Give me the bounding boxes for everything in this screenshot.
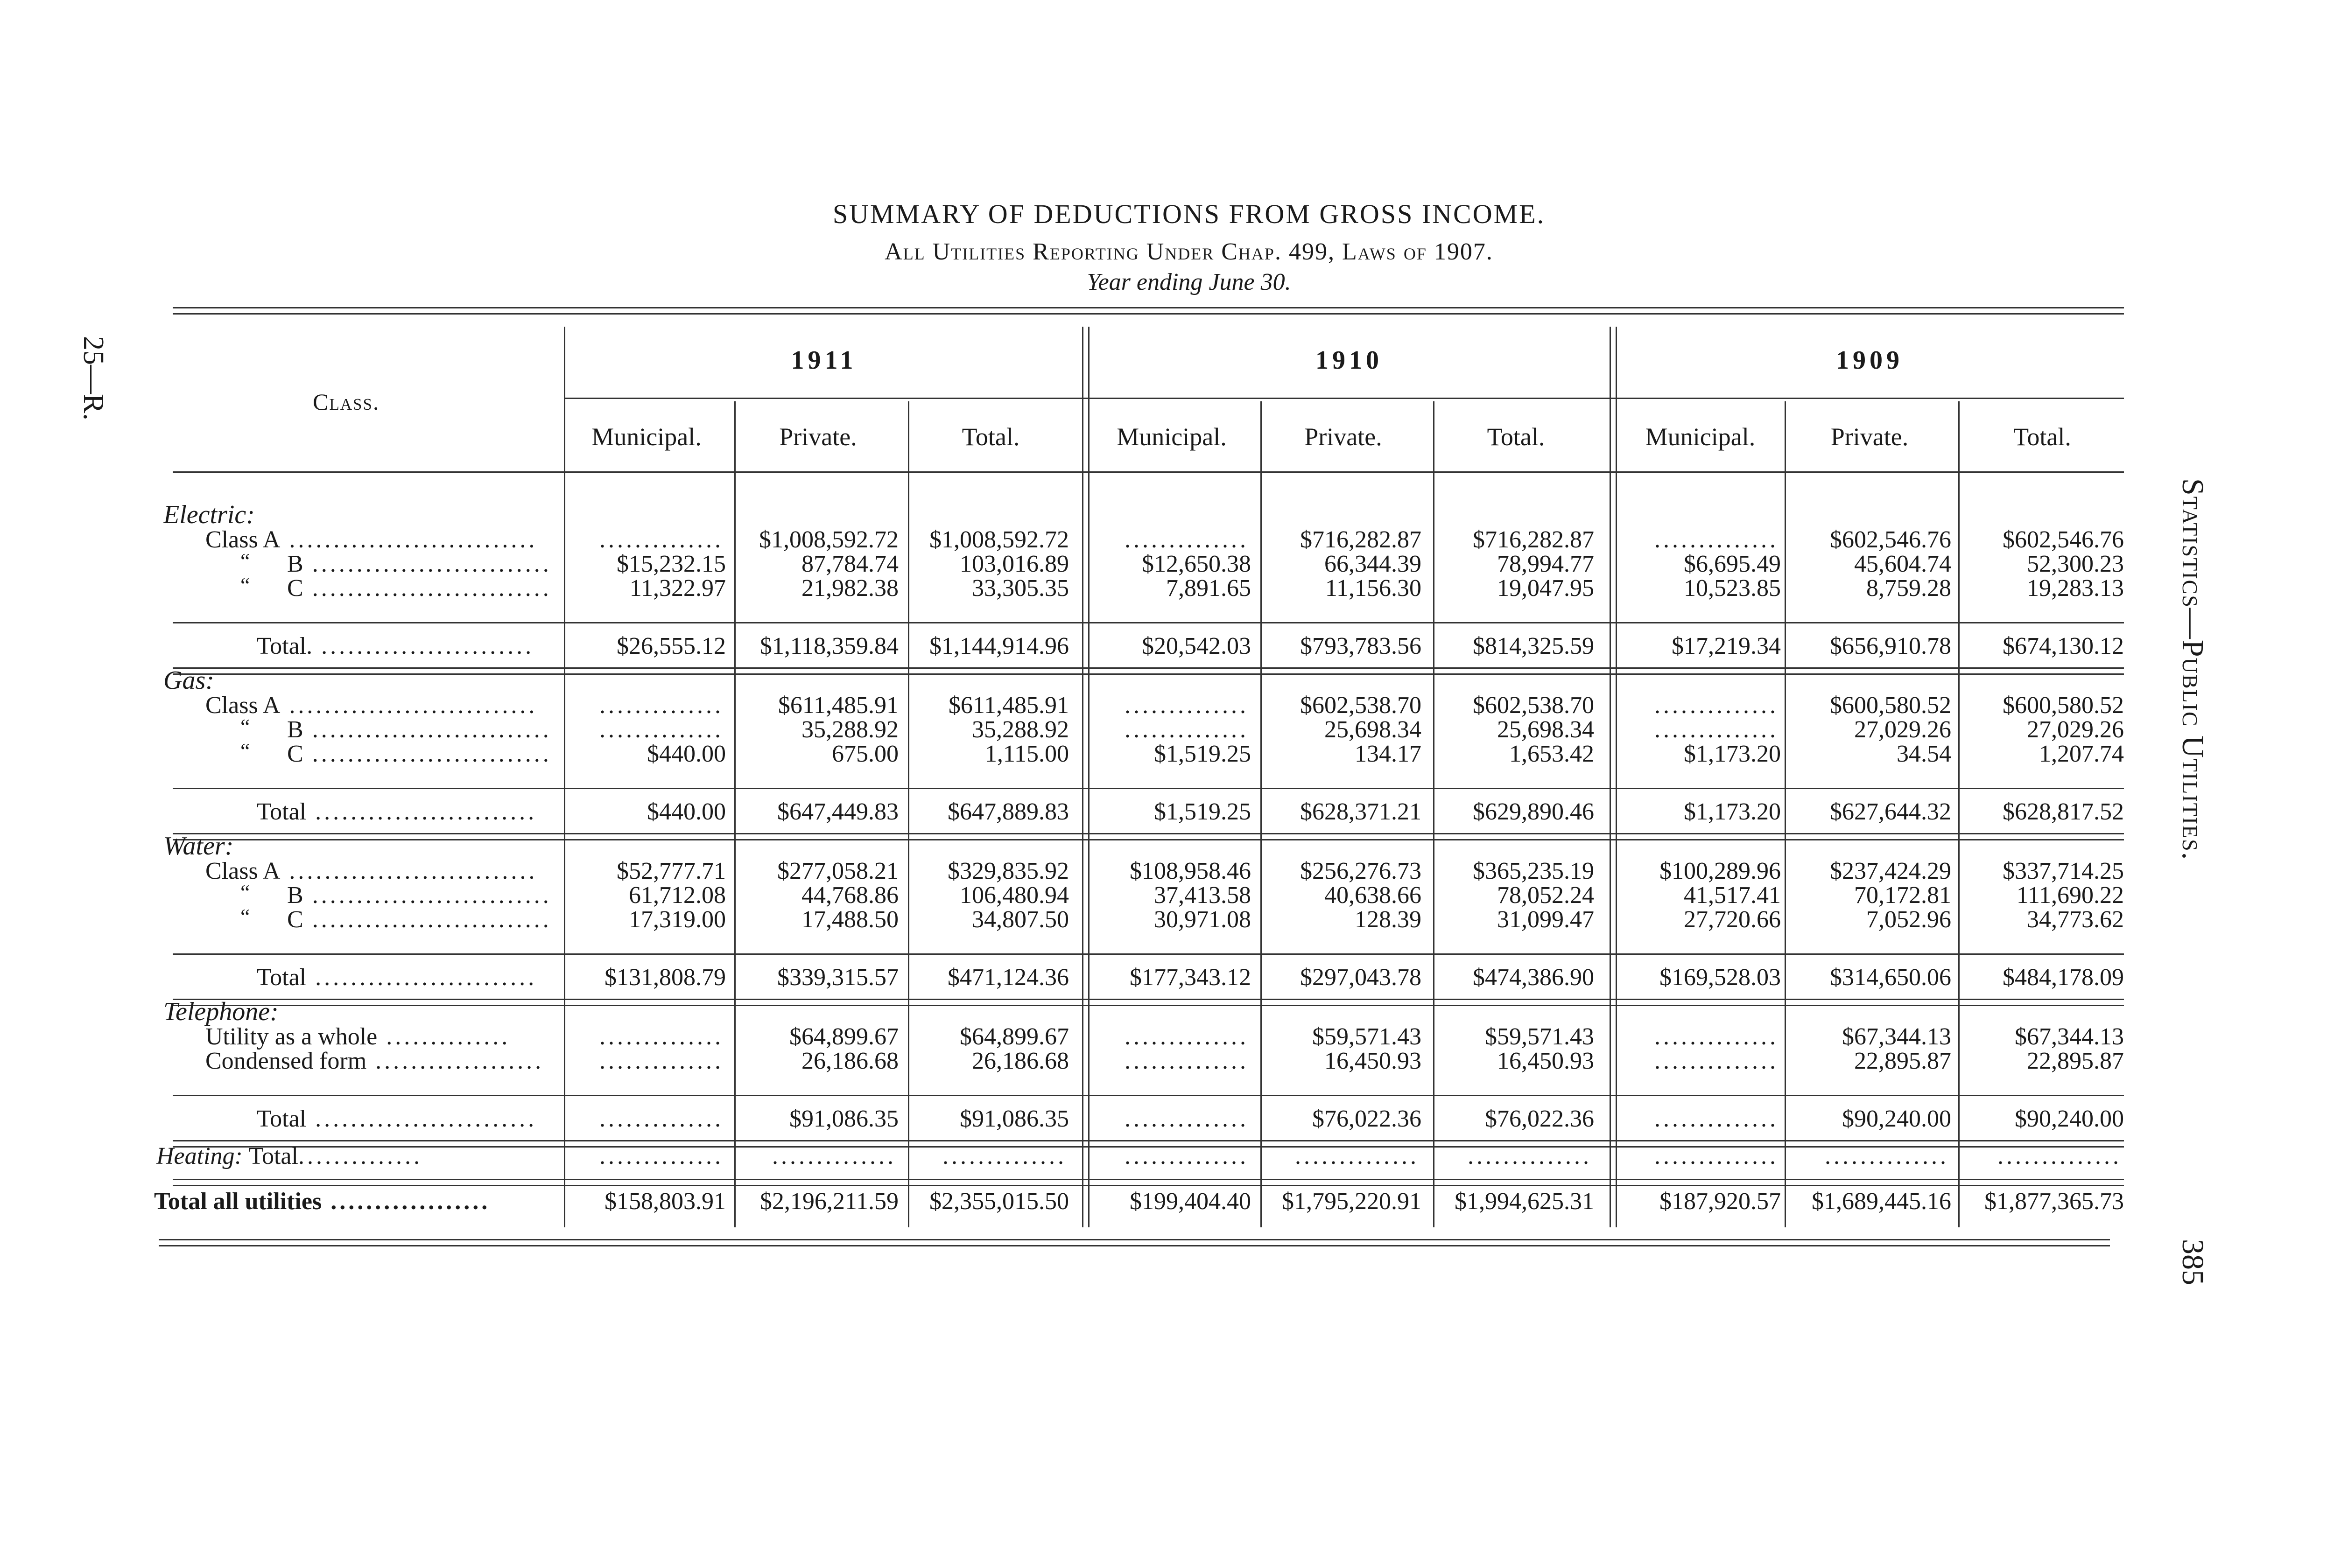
- empty-cell-leader: ..............: [1654, 1048, 1779, 1074]
- data-row-value: $716,282.87: [1473, 526, 1594, 553]
- row-label-text: Class A: [205, 526, 281, 553]
- data-row-value: $1,008,592.72: [929, 526, 1069, 553]
- leader-dots: ............................: [280, 692, 538, 719]
- data-row-value: $611,485.91: [948, 692, 1069, 719]
- column-divider: [1785, 401, 1786, 1227]
- total-row-value: $1,118,359.84: [759, 633, 899, 659]
- data-row-value: $329,835.92: [948, 858, 1069, 884]
- data-row-value: $12,650.38: [1142, 551, 1251, 577]
- data-row-value: $256,276.73: [1300, 858, 1421, 884]
- empty-cell-leader: ..............: [599, 1048, 724, 1074]
- leader-dots: ...........................: [303, 716, 552, 743]
- empty-cell-leader: ..............: [1125, 526, 1249, 553]
- leader-dots: ...........................: [303, 906, 552, 933]
- data-row-value: 30,971.08: [1154, 906, 1251, 933]
- data-row-value: 27,029.26: [2027, 716, 2124, 743]
- row-label: [205, 1047, 544, 1075]
- data-row-value: 34,773.62: [2027, 906, 2124, 933]
- data-row-value: 11,156.30: [1325, 575, 1421, 602]
- data-row-value: 1,115.00: [984, 741, 1069, 767]
- total-row-value: $20,542.03: [1142, 633, 1251, 659]
- data-row-value: 134.17: [1355, 741, 1421, 767]
- data-row-value: $1,008,592.72: [759, 526, 899, 553]
- year-divider-1909: [1610, 327, 1617, 1227]
- data-row-value: 128.39: [1355, 906, 1421, 933]
- year-rule: [565, 398, 2124, 399]
- column-header-total: Total.: [962, 423, 1020, 451]
- table-subtitle: All Utilities Reporting Under Chap. 499, Laws of 1907.: [885, 238, 1493, 265]
- empty-cell-leader: ..............: [1654, 526, 1779, 553]
- data-row-value: 22,895.87: [1854, 1048, 1951, 1074]
- data-row-value: 26,186.68: [801, 1048, 899, 1074]
- total-label-text: Total.: [257, 633, 313, 659]
- header-rule: [173, 471, 2124, 473]
- section-heading: Water:: [163, 832, 234, 861]
- section-heading: Telephone:: [163, 997, 279, 1026]
- total-label-text: Total: [257, 798, 307, 825]
- grand-total-label-text: Total all utilities: [154, 1188, 322, 1215]
- grand-total-row-value: $2,196,211.59: [759, 1188, 899, 1215]
- column-header-municipal: Municipal.: [591, 423, 702, 451]
- row-label: [287, 716, 552, 743]
- table-period: Year ending June 30.: [1087, 269, 1291, 295]
- leader-dots: .........................: [306, 1106, 537, 1132]
- page-code: 25—R.: [77, 336, 109, 420]
- data-row-value: 111,690.22: [2016, 882, 2124, 909]
- data-row-value: 33,305.35: [972, 575, 1069, 602]
- empty-cell-leader: ..............: [1125, 1023, 1249, 1050]
- data-row-value: 11,322.97: [629, 575, 726, 602]
- row-label-text: C: [287, 575, 303, 602]
- total-row-value: $90,240.00: [1842, 1106, 1951, 1132]
- data-row-value: $277,058.21: [777, 858, 899, 884]
- data-row-value: $64,899.67: [789, 1023, 899, 1050]
- data-row-value: 1,653.42: [1509, 741, 1594, 767]
- grand-total-row-value: $187,920.57: [1659, 1188, 1781, 1215]
- total-row-value: $90,240.00: [2015, 1106, 2124, 1132]
- heating-row-label: [156, 1142, 422, 1170]
- data-row-value: 26,186.68: [972, 1048, 1069, 1074]
- data-row-value: 19,047.95: [1497, 575, 1594, 602]
- data-row-value: 35,288.92: [972, 716, 1069, 743]
- data-row-value: $6,695.49: [1684, 551, 1781, 577]
- class-header: Class.: [313, 389, 380, 415]
- grand-total-row-value: $1,689,445.16: [1812, 1188, 1951, 1215]
- total-row-value: $647,889.83: [948, 798, 1069, 825]
- total-row-value: $484,178.09: [2003, 964, 2124, 991]
- row-label: [205, 526, 537, 553]
- grand-total-row-value: $158,803.91: [605, 1188, 726, 1215]
- year-header-1911: 1911: [791, 346, 857, 375]
- empty-cell-leader: ..............: [599, 526, 724, 553]
- column-header-total: Total.: [1487, 423, 1545, 451]
- row-label-text: Condensed form: [205, 1048, 367, 1074]
- data-row-value: $64,899.67: [960, 1023, 1069, 1050]
- data-row-value: 22,895.87: [2027, 1048, 2124, 1074]
- grand-total-row-value: $199,404.40: [1130, 1188, 1251, 1215]
- total-row-value: $793,783.56: [1300, 633, 1421, 659]
- row-label-text: C: [287, 906, 303, 933]
- column-divider: [734, 401, 736, 1227]
- leader-dots: ..................: [322, 1188, 491, 1215]
- total-label: [257, 798, 537, 826]
- row-rule: [173, 622, 2124, 623]
- total-row-value: $131,808.79: [605, 964, 726, 991]
- data-row-value: $52,777.71: [617, 858, 726, 884]
- leader-dots: ...........................: [303, 741, 552, 767]
- empty-cell-leader: ..............: [1654, 1106, 1779, 1132]
- empty-cell-leader: ..............: [599, 1106, 724, 1132]
- row-label: [287, 882, 552, 909]
- leader-dots: ...........................: [303, 882, 552, 909]
- total-label: [257, 1105, 537, 1133]
- ditto-mark: “: [240, 573, 250, 597]
- ditto-mark: “: [240, 880, 250, 904]
- empty-cell-leader: ..............: [942, 1143, 1067, 1169]
- bottom-rule: [159, 1239, 2110, 1246]
- leader-dots: ...........................: [303, 575, 552, 602]
- data-row-value: 45,604.74: [1854, 551, 1951, 577]
- data-row-value: $600,580.52: [1830, 692, 1951, 719]
- data-row-value: 106,480.94: [960, 882, 1069, 909]
- row-label: [205, 1023, 510, 1050]
- total-row-value: $674,130.12: [2003, 633, 2124, 659]
- data-row-value: 103,016.89: [960, 551, 1069, 577]
- data-row-value: $100,289.96: [1659, 858, 1781, 884]
- data-row-value: $602,546.76: [2003, 526, 2124, 553]
- data-row-value: $440.00: [647, 741, 726, 767]
- empty-cell-leader: ..............: [1997, 1143, 2122, 1169]
- column-header-total: Total.: [2013, 423, 2071, 451]
- section-heading: Electric:: [163, 500, 255, 529]
- running-head: Statistics—Public Utilities.: [2176, 478, 2210, 861]
- column-header-private: Private.: [779, 423, 857, 451]
- row-label-text: C: [287, 741, 303, 767]
- section-heading: Gas:: [163, 666, 214, 695]
- data-row-value: 7,891.65: [1166, 575, 1251, 602]
- empty-cell-leader: ..............: [1654, 692, 1779, 719]
- ditto-mark: “: [240, 549, 250, 573]
- data-row-value: $1,173.20: [1684, 741, 1781, 767]
- data-row-value: 35,288.92: [801, 716, 899, 743]
- grand-total-row-value: $1,994,625.31: [1455, 1188, 1594, 1215]
- leader-dots: ...................: [366, 1048, 544, 1074]
- leader-dots: ............................: [280, 858, 538, 884]
- data-row-value: 44,768.86: [801, 882, 899, 909]
- grand-total-row-value: $1,877,365.73: [1984, 1188, 2124, 1215]
- row-label: [287, 574, 552, 602]
- grand-total-label: [154, 1188, 490, 1215]
- label-column-divider: [564, 327, 565, 1227]
- data-row-value: 7,052.96: [1866, 906, 1951, 933]
- row-label-text: Utility as a whole: [205, 1023, 378, 1050]
- row-rule: [173, 953, 2124, 955]
- column-divider: [1433, 401, 1434, 1227]
- leader-dots: ..............: [298, 1143, 422, 1169]
- data-row-value: 17,488.50: [801, 906, 899, 933]
- data-row-value: 10,523.85: [1684, 575, 1781, 602]
- data-row-value: $108,958.46: [1130, 858, 1251, 884]
- empty-cell-leader: ..............: [1468, 1143, 1592, 1169]
- page-number: 385: [2176, 1239, 2210, 1285]
- data-row-value: $602,538.70: [1300, 692, 1421, 719]
- data-row-value: 78,994.77: [1497, 551, 1594, 577]
- total-row-value: $629,890.46: [1473, 798, 1594, 825]
- year-divider-1910: [1082, 327, 1090, 1227]
- row-label: [287, 740, 552, 768]
- column-header-municipal: Municipal.: [1645, 423, 1756, 451]
- total-row-value: $627,644.32: [1830, 798, 1951, 825]
- data-row-value: $67,344.13: [1842, 1023, 1951, 1050]
- empty-cell-leader: ..............: [599, 692, 724, 719]
- column-header-municipal: Municipal.: [1117, 423, 1227, 451]
- row-rule: [173, 667, 2124, 675]
- row-label: [205, 857, 537, 885]
- data-row-value: $337,714.25: [2003, 858, 2124, 884]
- year-header-1910: 1910: [1315, 346, 1383, 375]
- total-row-value: $177,343.12: [1130, 964, 1251, 991]
- total-row-value: $297,043.78: [1300, 964, 1421, 991]
- leader-dots: ........................: [312, 633, 534, 659]
- total-row-value: $628,371.21: [1300, 798, 1421, 825]
- data-row-value: $602,546.76: [1830, 526, 1951, 553]
- year-header-1909: 1909: [1836, 346, 1903, 375]
- data-row-value: $67,344.13: [2015, 1023, 2124, 1050]
- ditto-mark: “: [240, 904, 250, 928]
- total-label-text: Total: [257, 964, 307, 991]
- data-row-value: 41,517.41: [1684, 882, 1781, 909]
- data-row-value: 87,784.74: [801, 551, 899, 577]
- data-row-value: 34.54: [1897, 741, 1951, 767]
- empty-cell-leader: ..............: [599, 716, 724, 743]
- data-row-value: 66,344.39: [1324, 551, 1421, 577]
- empty-cell-leader: ..............: [1295, 1143, 1419, 1169]
- total-row-value: $814,325.59: [1473, 633, 1594, 659]
- column-divider: [908, 401, 909, 1227]
- empty-cell-leader: ..............: [1125, 1106, 1249, 1132]
- grand-total-row-value: $1,795,220.91: [1282, 1188, 1421, 1215]
- data-row-value: 70,172.81: [1854, 882, 1951, 909]
- leader-dots: ..............: [377, 1023, 511, 1050]
- data-row-value: 34,807.50: [972, 906, 1069, 933]
- leader-dots: ...........................: [303, 551, 552, 577]
- data-row-value: 31,099.47: [1497, 906, 1594, 933]
- total-row-value: $314,650.06: [1830, 964, 1951, 991]
- row-label: [287, 906, 552, 933]
- data-row-value: $716,282.87: [1300, 526, 1421, 553]
- data-row-value: 675.00: [832, 741, 899, 767]
- empty-cell-leader: ..............: [772, 1143, 896, 1169]
- total-row-value: $1,144,914.96: [929, 633, 1069, 659]
- data-row-value: 61,712.08: [629, 882, 726, 909]
- ditto-mark: “: [240, 739, 250, 763]
- total-label: [257, 964, 537, 991]
- total-row-value: $656,910.78: [1830, 633, 1951, 659]
- total-row-value: $339,315.57: [777, 964, 899, 991]
- row-label-text: B: [287, 716, 303, 743]
- data-row-value: $600,580.52: [2003, 692, 2124, 719]
- data-row-value: 16,450.93: [1497, 1048, 1594, 1074]
- data-row-value: 8,759.28: [1866, 575, 1951, 602]
- row-rule: [173, 788, 2124, 789]
- data-row-value: 21,982.38: [801, 575, 899, 602]
- data-row-value: $365,235.19: [1473, 858, 1594, 884]
- total-row-value: $76,022.36: [1485, 1106, 1594, 1132]
- row-label-text: Class A: [205, 858, 281, 884]
- row-rule: [173, 1179, 2124, 1186]
- empty-cell-leader: ..............: [599, 1143, 724, 1169]
- row-rule: [173, 999, 2124, 1006]
- row-label-text: B: [287, 551, 303, 577]
- data-row-value: $237,424.29: [1830, 858, 1951, 884]
- data-row-value: 19,283.13: [2027, 575, 2124, 602]
- total-label-text: Total: [257, 1106, 307, 1132]
- empty-cell-leader: ..............: [1125, 1048, 1249, 1074]
- data-row-value: 17,319.00: [629, 906, 726, 933]
- grand-total-row-value: $2,355,015.50: [929, 1188, 1069, 1215]
- data-row-value: $59,571.43: [1312, 1023, 1421, 1050]
- row-rule: [173, 1095, 2124, 1096]
- top-rule: [173, 307, 2124, 315]
- data-row-value: 52,300.23: [2027, 551, 2124, 577]
- empty-cell-leader: ..............: [1825, 1143, 1949, 1169]
- data-row-value: $611,485.91: [778, 692, 899, 719]
- empty-cell-leader: ..............: [1125, 692, 1249, 719]
- empty-cell-leader: ..............: [1125, 716, 1249, 743]
- data-row-value: $602,538.70: [1473, 692, 1594, 719]
- row-rule: [173, 833, 2124, 840]
- total-row-value: $91,086.35: [789, 1106, 899, 1132]
- total-row-value: $76,022.36: [1312, 1106, 1421, 1132]
- total-row-value: $1,173.20: [1684, 798, 1781, 825]
- data-row-value: 37,413.58: [1154, 882, 1251, 909]
- row-label: [287, 550, 552, 578]
- data-row-value: 25,698.34: [1324, 716, 1421, 743]
- total-row-value: $91,086.35: [960, 1106, 1069, 1132]
- column-header-private: Private.: [1304, 423, 1382, 451]
- column-divider: [1958, 401, 1960, 1227]
- leader-dots: .........................: [306, 964, 537, 991]
- row-label-text: Class A: [205, 692, 281, 719]
- empty-cell-leader: ..............: [1654, 1143, 1779, 1169]
- ditto-mark: “: [240, 714, 250, 738]
- data-row-value: 1,207.74: [2039, 741, 2124, 767]
- total-row-value: $471,124.36: [948, 964, 1069, 991]
- data-row-value: $1,519.25: [1154, 741, 1251, 767]
- row-label: [205, 692, 537, 719]
- total-row-value: $26,555.12: [617, 633, 726, 659]
- data-row-value: $15,232.15: [617, 551, 726, 577]
- data-row-value: 40,638.66: [1324, 882, 1421, 909]
- heating-section-heading: Heating:: [156, 1143, 249, 1169]
- total-row-value: $17,219.34: [1672, 633, 1781, 659]
- data-row-value: 25,698.34: [1497, 716, 1594, 743]
- total-row-value: $169,528.03: [1659, 964, 1781, 991]
- total-row-value: $440.00: [647, 798, 726, 825]
- row-label-text: B: [287, 882, 303, 909]
- leader-dots: .........................: [306, 798, 537, 825]
- heating-total-label: Total: [248, 1143, 298, 1169]
- total-row-value: $647,449.83: [777, 798, 899, 825]
- data-row-value: 27,720.66: [1684, 906, 1781, 933]
- data-row-value: 27,029.26: [1854, 716, 1951, 743]
- column-header-private: Private.: [1830, 423, 1909, 451]
- data-row-value: 16,450.93: [1324, 1048, 1421, 1074]
- total-label: [257, 632, 534, 660]
- empty-cell-leader: ..............: [1125, 1143, 1249, 1169]
- total-row-value: $474,386.90: [1473, 964, 1594, 991]
- empty-cell-leader: ..............: [1654, 716, 1779, 743]
- leader-dots: ............................: [280, 526, 538, 553]
- total-row-value: $1,519.25: [1154, 798, 1251, 825]
- empty-cell-leader: ..............: [1654, 1023, 1779, 1050]
- empty-cell-leader: ..............: [599, 1023, 724, 1050]
- data-row-value: $59,571.43: [1485, 1023, 1594, 1050]
- column-divider: [1260, 401, 1262, 1227]
- table-title: SUMMARY OF DEDUCTIONS FROM GROSS INCOME.: [832, 199, 1546, 229]
- data-row-value: 78,052.24: [1497, 882, 1594, 909]
- total-row-value: $628,817.52: [2003, 798, 2124, 825]
